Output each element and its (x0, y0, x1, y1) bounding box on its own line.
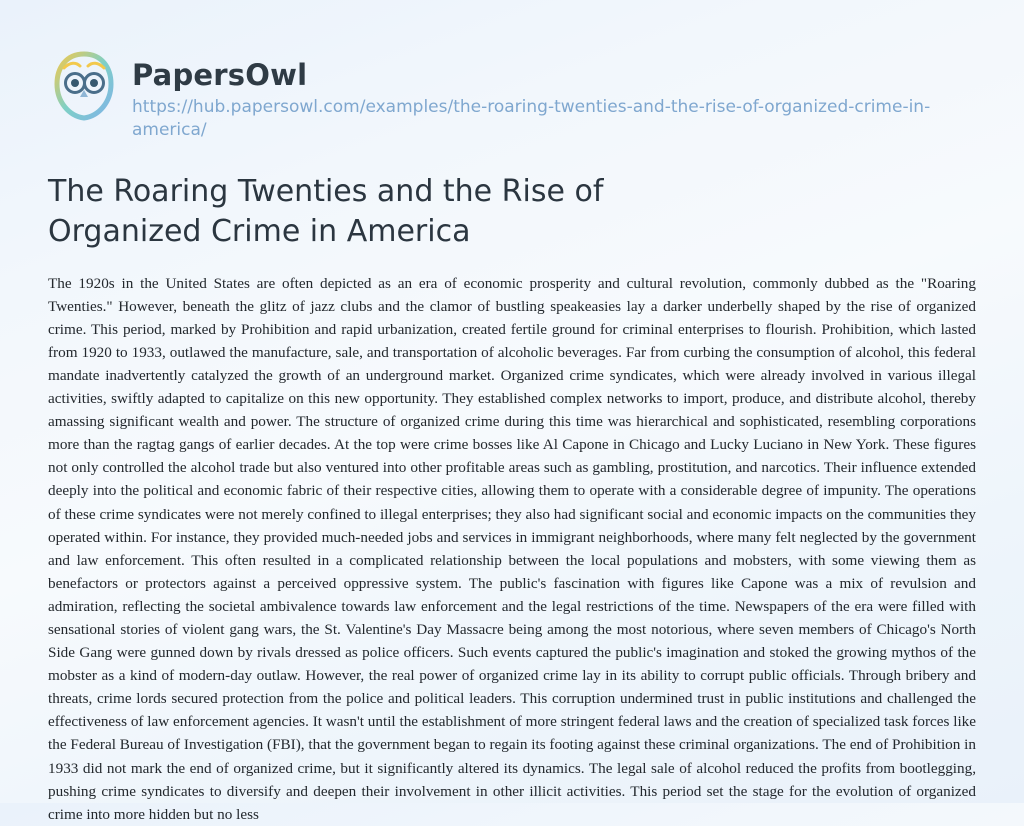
article-body: The 1920s in the United States are often depicted as an era of economic prosperity and cultural revolution, commonly dubbed as the "Roaring Twenties." However, beneath the glitz of jazz clubs and the clamor of bustling speakeasies lay a darker underbelly shaped by the rise of organized crime. This period, marked by Prohibition and rapid urbanization, created fertile ground for criminal enterprises to flourish. Prohibition, which lasted from 1920 to 1933, outlawed the manufacture, sale, and transportation of alcoholic beverages. Far from curbing the consumption of alcohol, this federal mandate inadvertently catalyzed the growth of an underground market. Organized crime syndicates, which were already involved in various illegal activities, swiftly adapted to capitalize on this new opportunity. They established complex networks to import, produce, and distribute alcohol, thereby amassing significant wealth and power. The structure of organized crime during this time was hierarchical and sophisticated, resembling corporations more than the ragtag gangs of earlier decades. At the top were crime bosses like Al Capone in Chicago and Lucky Luciano in New York. These figures not only controlled the alcohol trade but also ventured into other profitable areas such as gambling, prostitution, and narcotics. Their influence extended deeply into the political and economic fabric of their respective cities, allowing them to operate with a considerable degree of impunity. The operations of these crime syndicates were not merely confined to illegal enterprises; they also had significant social and economic impacts on the communities they operated within. For instance, they provided much-needed jobs and services in immigrant neighborhoods, where many felt neglected by the government and law enforcement. This often resulted in a complicated relationship between the local populations and mobsters, with some viewing them as benefactors or protectors against a perceived oppressive system. The public's fascination with figures like Capone was a mix of revulsion and admiration, reflecting the societal ambivalence towards law enforcement and the legal restrictions of the time. Newspapers of the era were filled with sensational stories of violent gang wars, the St. Valentine's Day Massacre being among the most notorious, where seven members of Chicago's North Side Gang were gunned down by rivals dressed as police officers. Such events captured the public's imagination and stoked the growing mythos of the mobster as a kind of modern-day outlaw. However, the real power of organized crime lay in its ability to corrupt public officials. Through bribery and threats, crime lords secured protection from the police and political leaders. This corruption undermined trust in public institutions and challenged the effectiveness of law enforcement agencies. It wasn't until the establishment of more stringent federal laws and the creation of specialized task forces like the Federal Bureau of Investigation (FBI), that the government began to regain its footing against these criminal organizations. The end of Prohibition in 1933 did not mark the end of organized crime, but it significantly altered its dynamics. The legal sale of alcohol reduced the profits from bootlegging, pushing crime syndicates to diversify and deepen their involvement in other illicit activities. This period set the stage for the evolution of organized crime into more hidden but no less (48, 274, 976, 823)
brand-name: PapersOwl (132, 58, 308, 92)
site-header (50, 46, 976, 142)
source-url[interactable]: https://hub.papersowl.com/examples/the-roaring-twenties-and-the-rise-of-organized-crime-in-america/ (132, 97, 931, 141)
page-title: The Roaring Twenties and the Rise of Organized Crime in America (48, 174, 604, 249)
owl-logo-icon (50, 50, 118, 122)
brand-block (132, 46, 932, 142)
